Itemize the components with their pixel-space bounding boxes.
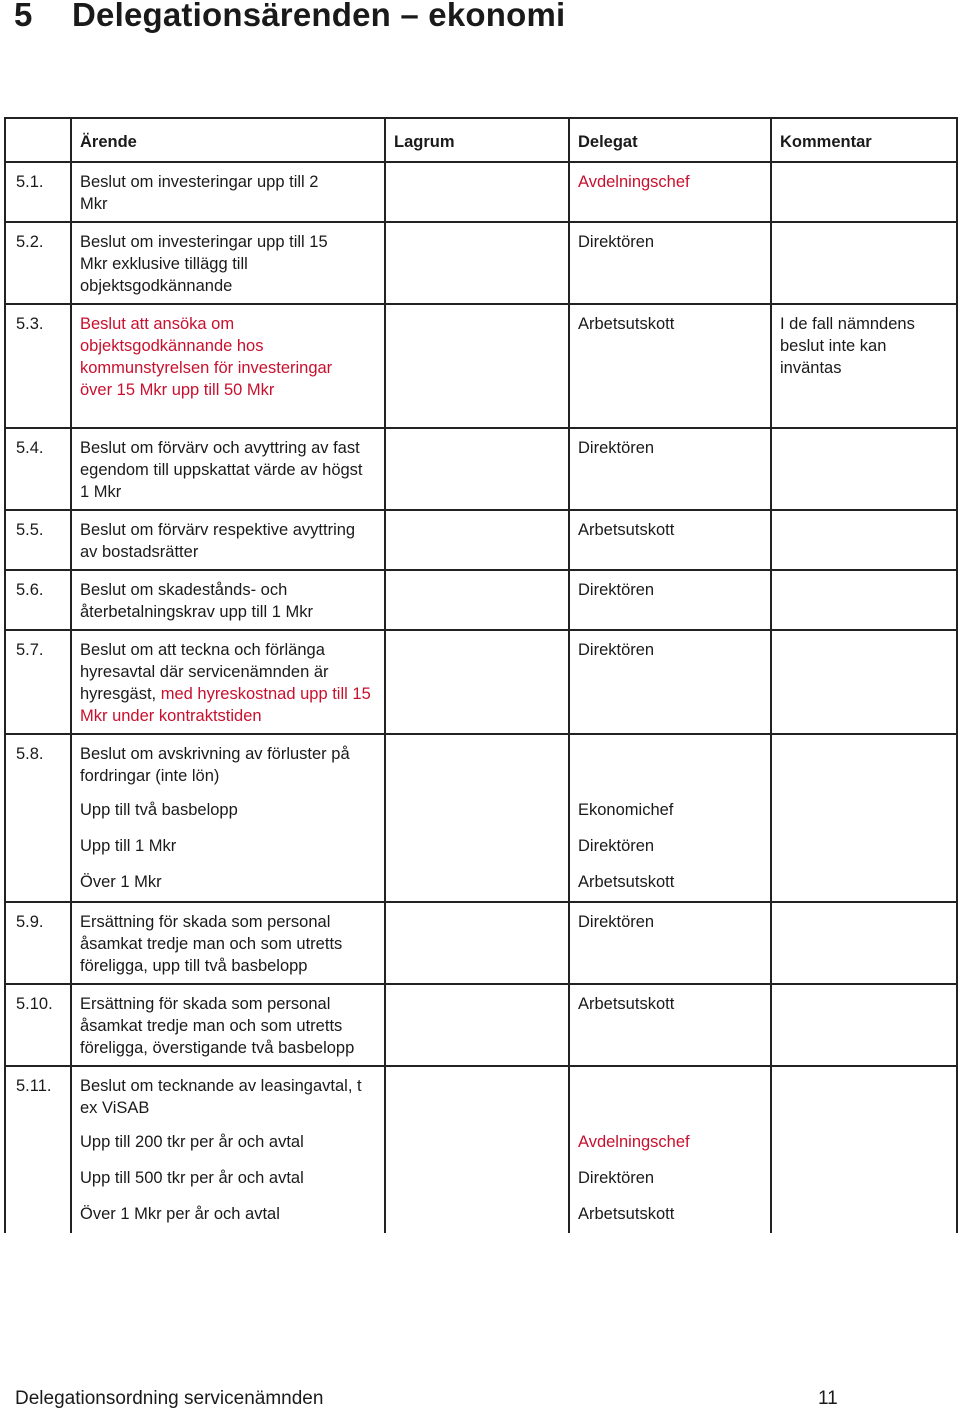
row-number: 5.3.	[5, 304, 71, 428]
delegation-table	[4, 117, 958, 1233]
row-arende: Beslut om investeringar upp till 15 Mkr exklusive tillägg till objektsgodkännande	[71, 222, 385, 304]
table-header-row	[5, 118, 957, 162]
table-row	[5, 304, 957, 428]
subrow-arende: Upp till två basbelopp	[71, 793, 385, 829]
row-kommentar	[771, 510, 957, 570]
table-row	[5, 734, 957, 793]
row-number: 5.2.	[5, 222, 71, 304]
row-lagrum	[385, 510, 569, 570]
row-delegat: Avdelningschef	[569, 162, 771, 222]
row-kommentar	[771, 1066, 957, 1125]
row-lagrum	[385, 428, 569, 510]
header-lagrum: Lagrum	[385, 118, 569, 162]
subrow-delegat: Arbetsutskott	[569, 1197, 771, 1233]
table-row	[5, 984, 957, 1066]
header-kommentar: Kommentar	[771, 118, 957, 162]
table-subrow	[5, 1197, 957, 1233]
row-number: 5.10.	[5, 984, 71, 1066]
row-arende: Beslut om förvärv och avyttring av fast egendom till uppskattat värde av högst 1 Mkr	[71, 428, 385, 510]
subrow-arende: Över 1 Mkr per år och avtal	[71, 1197, 385, 1233]
row-kommentar: I de fall nämndens beslut inte kan inväntas	[771, 304, 957, 428]
row-arende: Beslut om tecknande av leasingavtal, t ex ViSAB	[71, 1066, 385, 1125]
row-arende: Ersättning för skada som personal åsamkat tredje man och som utretts föreligga, upp till två basbelopp	[71, 902, 385, 984]
table-row	[5, 630, 957, 734]
table-subrow	[5, 1161, 957, 1197]
table-subrow	[5, 1125, 957, 1161]
row-lagrum	[385, 570, 569, 630]
heading-title: Delegationsärenden – ekonomi	[72, 0, 566, 33]
row-kommentar	[771, 570, 957, 630]
row-number: 5.11.	[5, 1066, 71, 1125]
row-number: 5.9.	[5, 902, 71, 984]
row-kommentar	[771, 630, 957, 734]
row-kommentar	[771, 902, 957, 984]
subrow-arende: Över 1 Mkr	[71, 865, 385, 902]
row-number: 5.6.	[5, 570, 71, 630]
row-delegat: Direktören	[569, 428, 771, 510]
table-row	[5, 162, 957, 222]
page-heading	[14, 0, 565, 34]
row-kommentar	[771, 162, 957, 222]
table-row	[5, 1066, 957, 1125]
subrow-delegat: Direktören	[569, 1161, 771, 1197]
row-lagrum	[385, 902, 569, 984]
row-number: 5.7.	[5, 630, 71, 734]
row-kommentar	[771, 222, 957, 304]
row-arende: Beslut om skadestånds- och återbetalningskrav upp till 1 Mkr	[71, 570, 385, 630]
row-delegat: Arbetsutskott	[569, 304, 771, 428]
header-delegat: Delegat	[569, 118, 771, 162]
table-subrow	[5, 829, 957, 865]
row-arende	[71, 630, 385, 734]
header-num	[5, 118, 71, 162]
footer-page-number: 11	[818, 1388, 838, 1409]
subrow-arende: Upp till 1 Mkr	[71, 829, 385, 865]
row-arende: Beslut om avskrivning av förluster på fordringar (inte lön)	[71, 734, 385, 793]
row-lagrum	[385, 630, 569, 734]
heading-number: 5	[14, 0, 33, 33]
row-kommentar	[771, 984, 957, 1066]
row-lagrum	[385, 1066, 569, 1125]
row-delegat: Direktören	[569, 630, 771, 734]
row-arende: Beslut om förvärv respektive avyttring av bostadsrätter	[71, 510, 385, 570]
row-arende: Beslut om investeringar upp till 2 Mkr	[71, 162, 385, 222]
table-row	[5, 510, 957, 570]
row-arende-text: Beslut om att teckna och förlänga hyresavtal där servicenämnden är hyresgäst,	[80, 641, 329, 703]
row-delegat: Arbetsutskott	[569, 510, 771, 570]
row-number: 5.1.	[5, 162, 71, 222]
subrow-delegat: Direktören	[569, 829, 771, 865]
footer-title: Delegationsordning servicenämnden	[15, 1388, 324, 1409]
subrow-delegat: Avdelningschef	[569, 1125, 771, 1161]
subrow-arende: Upp till 200 tkr per år och avtal	[71, 1125, 385, 1161]
row-lagrum	[385, 304, 569, 428]
header-arende: Ärende	[71, 118, 385, 162]
row-arende: Ersättning för skada som personal åsamkat tredje man och som utretts föreligga, överstigande två basbelopp	[71, 984, 385, 1066]
row-delegat: Arbetsutskott	[569, 984, 771, 1066]
table-row	[5, 570, 957, 630]
subrow-arende: Upp till 500 tkr per år och avtal	[71, 1161, 385, 1197]
row-lagrum	[385, 162, 569, 222]
table-row	[5, 902, 957, 984]
row-kommentar	[771, 734, 957, 793]
row-delegat	[569, 734, 771, 793]
row-arende: Beslut att ansöka om objektsgodkännande hos kommunstyrelsen för investeringar över 15 Mkr upp till 50 Mkr	[71, 304, 385, 428]
row-lagrum	[385, 222, 569, 304]
row-lagrum	[385, 734, 569, 793]
row-number: 5.8.	[5, 734, 71, 793]
row-delegat: Direktören	[569, 902, 771, 984]
row-delegat: Direktören	[569, 222, 771, 304]
row-delegat	[569, 1066, 771, 1125]
table-subrow	[5, 865, 957, 902]
table-row	[5, 222, 957, 304]
table-subrow	[5, 793, 957, 829]
row-number: 5.5.	[5, 510, 71, 570]
table-row	[5, 428, 957, 510]
row-kommentar	[771, 428, 957, 510]
row-arende-amendment: med hyreskostnad upp till 15 Mkr under kontraktstiden	[80, 685, 371, 725]
subrow-delegat: Arbetsutskott	[569, 865, 771, 902]
subrow-delegat: Ekonomichef	[569, 793, 771, 829]
row-lagrum	[385, 984, 569, 1066]
row-delegat: Direktören	[569, 570, 771, 630]
row-number: 5.4.	[5, 428, 71, 510]
